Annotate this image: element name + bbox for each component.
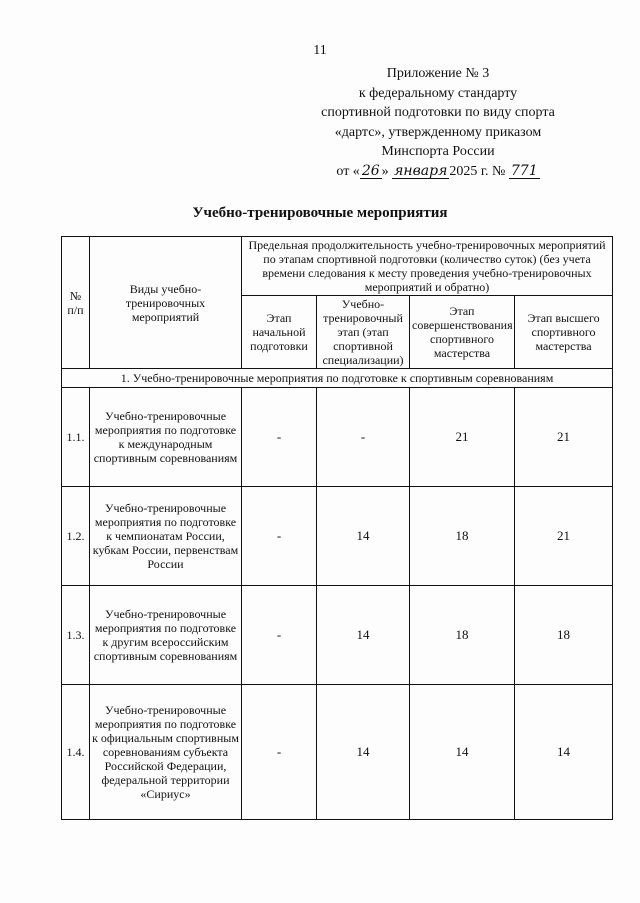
row-value-stage-1: - — [242, 487, 317, 586]
row-value-stage-4: 14 — [515, 685, 613, 820]
row-value-stage-3: 18 — [410, 586, 515, 685]
handwritten-month: января — [394, 162, 448, 179]
page-number: 11 — [313, 43, 327, 58]
row-value-stage-4: 21 — [515, 388, 613, 487]
appendix-line-5: Минспорта России — [381, 144, 495, 159]
document-title: Учебно-тренировочные мероприятия — [192, 205, 448, 221]
header-duration: Предельная продолжительность учебно-тренировочных мероприятий по этапам спортивной подготовки (количество суток) (без учета времени следования к месту проведения учебно-тренировочных мероприятий и обратно) — [242, 237, 613, 296]
row-value-stage-3: 14 — [410, 685, 515, 820]
table-row — [62, 388, 613, 487]
training-events-table — [61, 236, 613, 820]
handwritten-day: 26 — [361, 162, 380, 179]
row-number: 1.1. — [62, 388, 90, 487]
row-value-stage-2: 14 — [317, 685, 410, 820]
header-stage-2: Учебно-тренировочный этап (этап спортивной специализации) — [317, 296, 410, 369]
row-event-name: Учебно-тренировочные мероприятия по подготовке к чемпионатам России, кубкам России, первенствам России — [90, 487, 242, 586]
appendix-line-4: «дартс», утвержденному приказом — [334, 124, 542, 140]
table-row — [62, 487, 613, 586]
section-row — [62, 369, 613, 388]
row-value-stage-4: 21 — [515, 487, 613, 586]
table-header-row — [62, 237, 613, 296]
order-date-line — [288, 162, 588, 182]
row-value-stage-2: - — [317, 388, 410, 487]
handwritten-order-number: 771 — [510, 162, 538, 179]
row-value-stage-1: - — [242, 586, 317, 685]
row-number: 1.3. — [62, 586, 90, 685]
row-number: 1.2. — [62, 487, 90, 586]
row-value-stage-4: 18 — [515, 586, 613, 685]
row-value-stage-2: 14 — [317, 586, 410, 685]
header-number: № п/п — [62, 237, 90, 369]
row-value-stage-1: - — [242, 685, 317, 820]
table-row — [62, 685, 613, 820]
row-value-stage-1: - — [242, 388, 317, 487]
appendix-line-2: к федеральному стандарту — [358, 85, 518, 101]
year-text: 2025 г. № — [449, 163, 506, 179]
row-event-name: Учебно-тренировочные мероприятия по подготовке к международным спортивным соревнованиям — [90, 388, 242, 487]
date-prefix: от « — [336, 163, 360, 179]
header-stage-4: Этап высшего спортивного мастерства — [515, 296, 613, 369]
appendix-line-1: Приложение № 3 — [386, 66, 490, 81]
header-event-kind: Виды учебно-тренировочных мероприятий — [90, 237, 242, 369]
row-value-stage-2: 14 — [317, 487, 410, 586]
row-value-stage-3: 21 — [410, 388, 515, 487]
appendix-line-3: спортивной подготовки по виду спорта — [321, 105, 555, 120]
section-title: 1. Учебно-тренировочные мероприятия по подготовке к спортивным соревнованиям — [62, 369, 613, 388]
row-value-stage-3: 18 — [410, 487, 515, 586]
table-row — [62, 586, 613, 685]
row-event-name: Учебно-тренировочные мероприятия по подготовке к другим всероссийским спортивным соревнованиям — [90, 586, 242, 685]
header-stage-3: Этап совершенствования спортивного мастерства — [410, 296, 515, 369]
row-event-name: Учебно-тренировочные мероприятия по подготовке к официальным спортивным соревнованиям субъекта Российской Федерации, федеральной территории «Сириус» — [90, 685, 242, 820]
appendix-header — [288, 64, 588, 181]
header-stage-1: Этап начальной подготовки — [242, 296, 317, 369]
row-number: 1.4. — [62, 685, 90, 820]
date-mid: » — [381, 163, 389, 179]
